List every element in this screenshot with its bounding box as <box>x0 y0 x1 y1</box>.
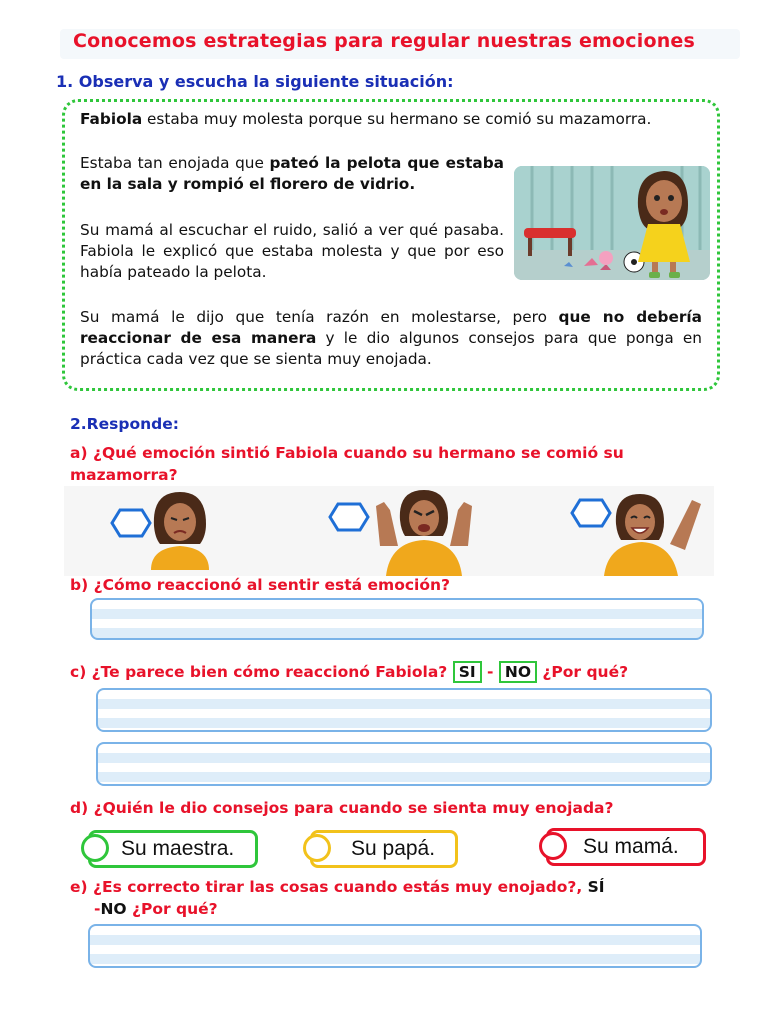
answer-field-e[interactable] <box>88 924 702 968</box>
section2-heading: 2.Responde: <box>70 415 179 433</box>
character-name: Fabiola <box>80 110 143 128</box>
option-father[interactable]: Su papá. <box>310 830 458 868</box>
sad-face-icon <box>145 490 215 574</box>
question-c: c) ¿Te parece bien cómo reaccionó Fabiola? SI - NO ¿Por qué? <box>70 663 629 681</box>
option-teacher[interactable]: Su maestra. <box>88 830 258 868</box>
story-illustration <box>514 166 710 280</box>
question-d: d) ¿Quién le dio consejos para cuando se sienta muy enojada? <box>70 799 614 817</box>
question-a: a) ¿Qué emoción sintió Fabiola cuando su hermano se comió su mazamorra? <box>70 444 624 484</box>
angry-face-icon <box>372 486 476 580</box>
story-paragraph-2: Estaba tan enojada que pateó la pelota que estaba en la sala y rompió el florero de vidrio. <box>80 154 504 193</box>
answer-field-b[interactable] <box>90 598 704 640</box>
story-paragraph-3: Su mamá al escuchar el ruido, salió a ver qué pasaba. Fabiola le explicó que estaba molesta y que por eso había pateado la pelota. <box>80 221 504 281</box>
happy-face-icon <box>600 490 704 580</box>
option-mother-radio[interactable] <box>539 832 567 860</box>
option-teacher-radio[interactable] <box>81 834 109 862</box>
answer-field-c-1[interactable] <box>96 688 712 732</box>
no-option[interactable]: NO <box>499 661 537 683</box>
story-paragraph-4: Su mamá le dijo que tenía razón en molestarse, pero que no debería reaccionar de esa manera y le dio algunos consejos para que ponga en práctica cada vez que se sienta muy enojada. <box>80 308 702 368</box>
page-title: Conocemos estrategias para regular nuestras emociones <box>72 30 696 52</box>
answer-field-c-2[interactable] <box>96 742 712 786</box>
yes-option[interactable]: SI <box>453 661 482 683</box>
yes-option-e[interactable]: SÍ <box>582 878 605 896</box>
question-b: b) ¿Cómo reaccionó al sentir está emoción? <box>70 576 451 594</box>
emotion-option-2-marker[interactable] <box>328 502 370 536</box>
no-option-e[interactable]: NO <box>100 900 127 918</box>
story-paragraph-1: Fabiola estaba muy molesta porque su hermano se comió su mazamorra. <box>80 110 652 128</box>
option-mother[interactable]: Su mamá. <box>546 828 706 866</box>
question-e: e) ¿Es correcto tirar las cosas cuando estás muy enojado?, SÍ -NO ¿Por qué? <box>70 878 605 918</box>
section1-heading: 1. Observa y escucha la siguiente situación: <box>56 72 454 91</box>
option-father-radio[interactable] <box>303 834 331 862</box>
